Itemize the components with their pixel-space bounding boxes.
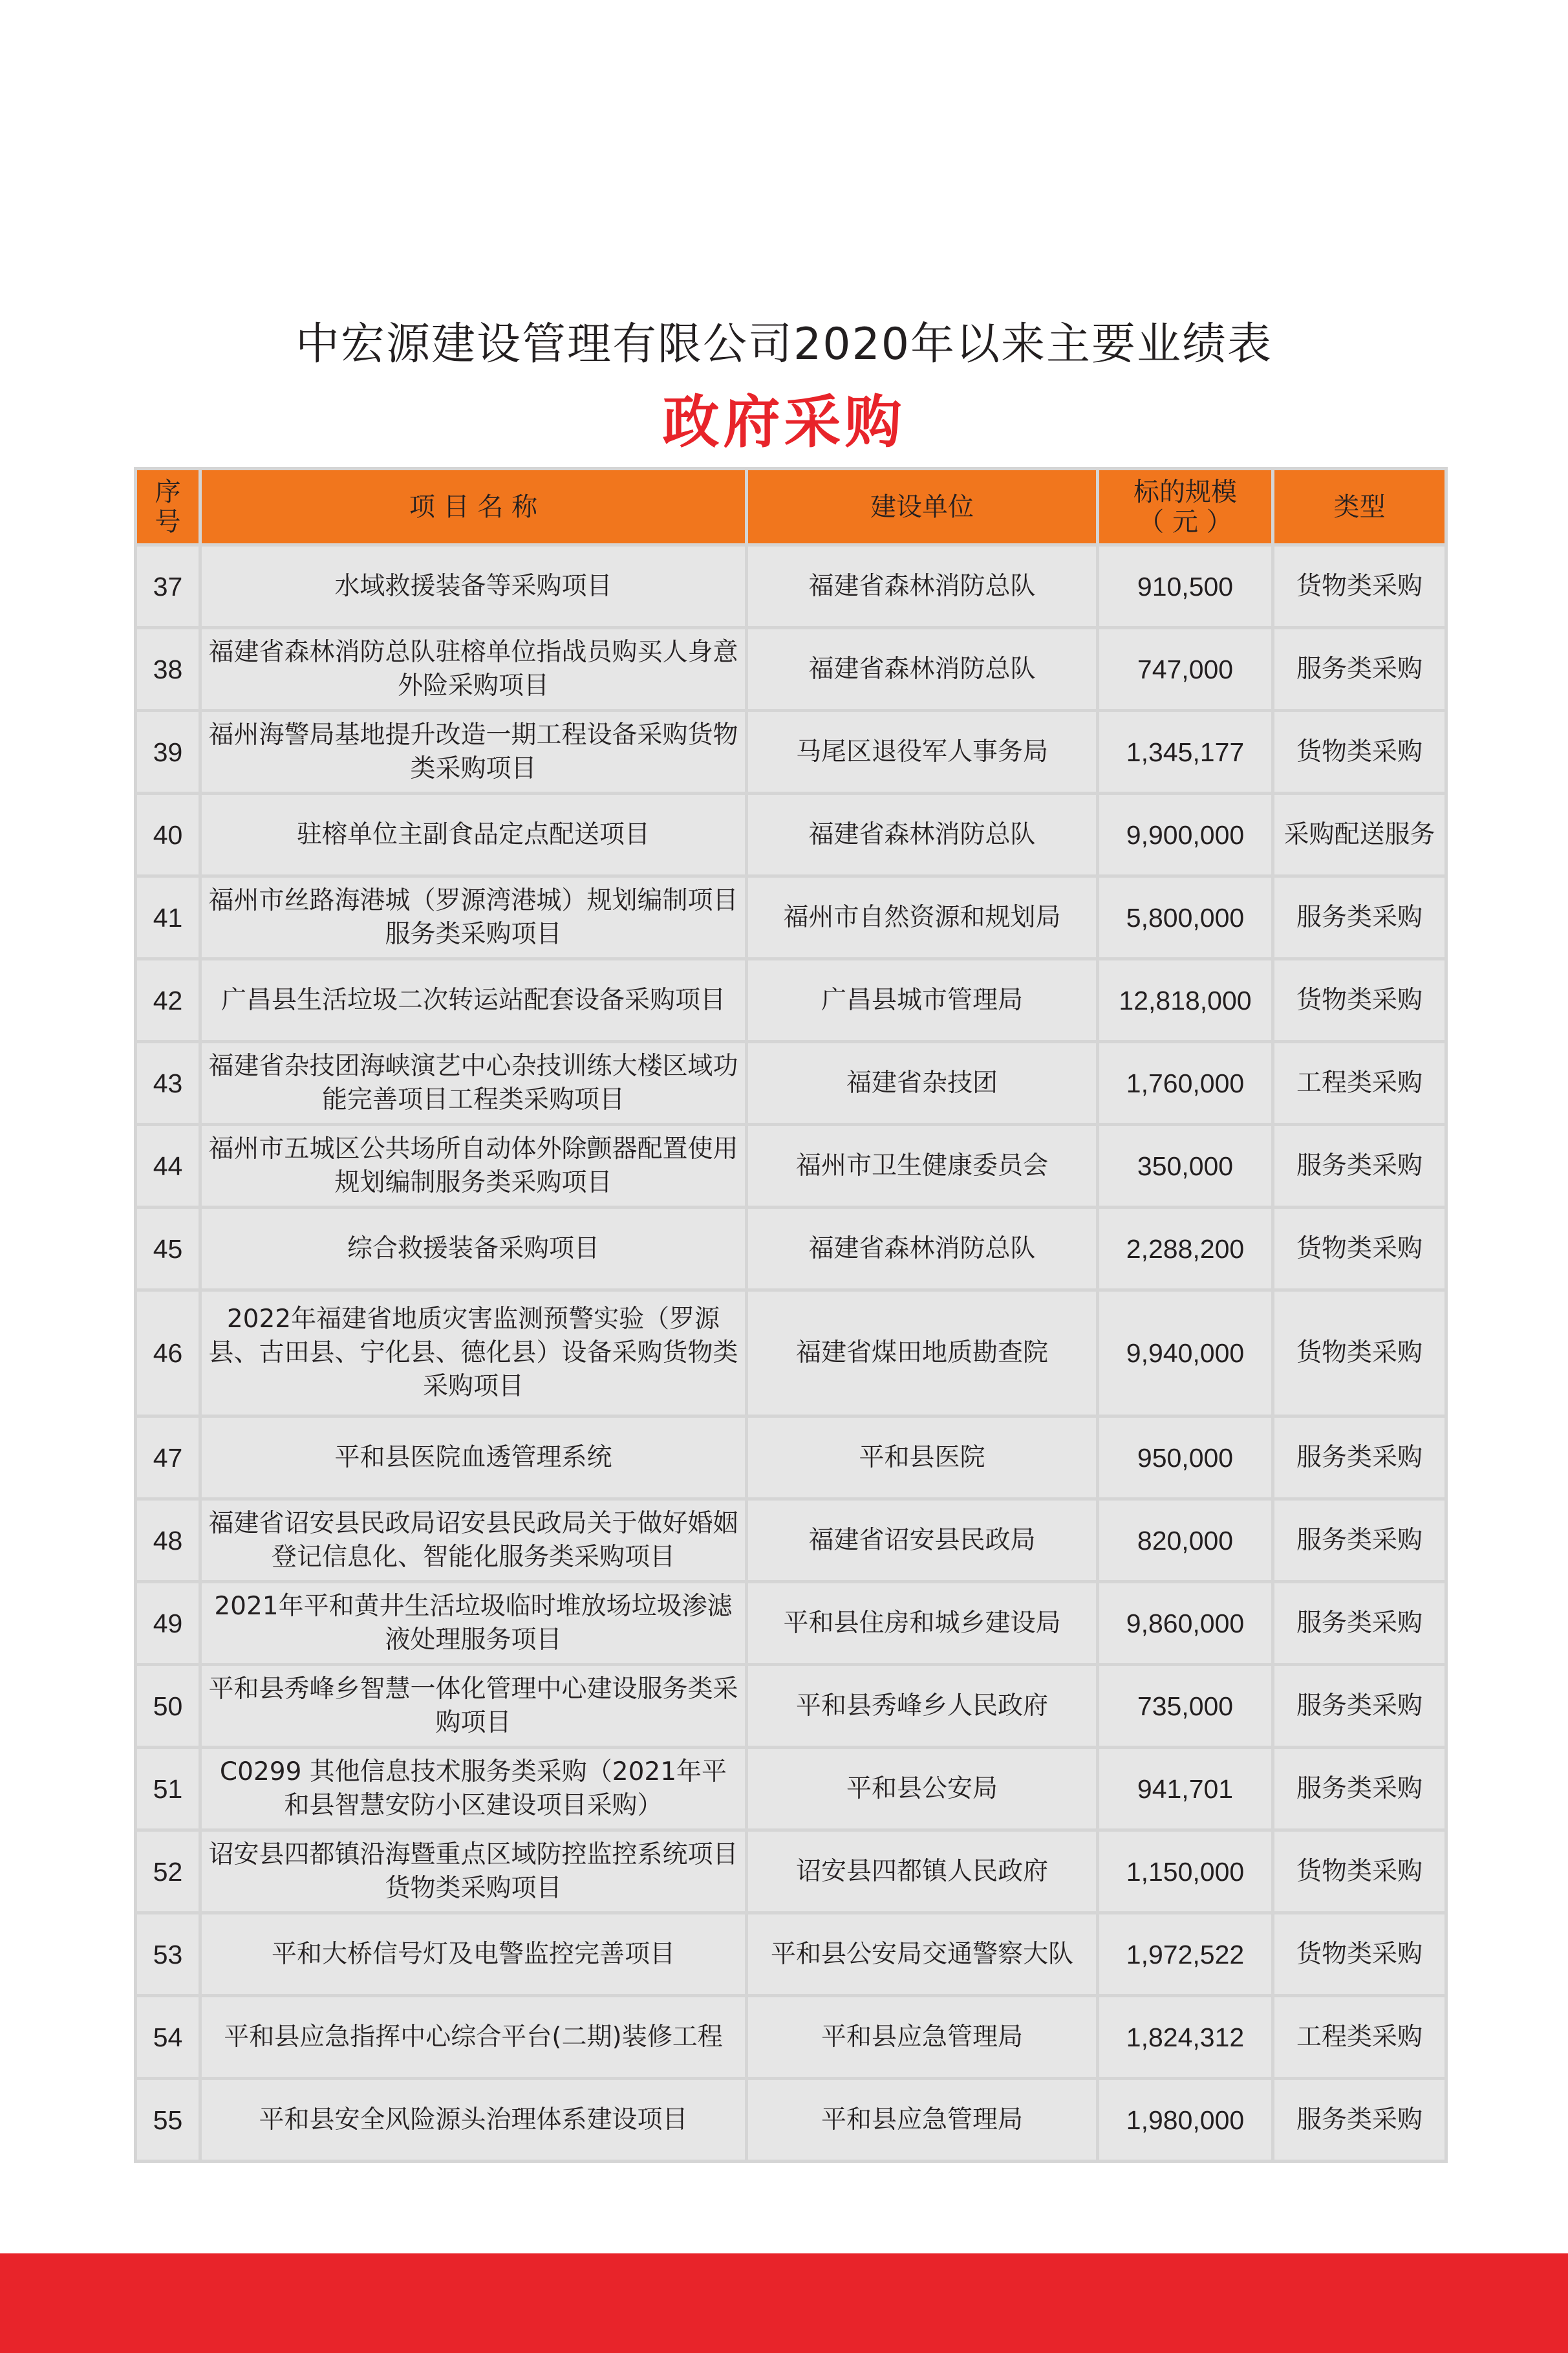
cell-no: 39: [137, 712, 199, 792]
cell-no: 55: [137, 2080, 199, 2160]
cell-unit: 福建省森林消防总队: [748, 1209, 1096, 1288]
column-header-unit: 建设单位: [748, 470, 1096, 543]
cell-amount: 5,800,000: [1099, 878, 1271, 957]
cell-amount: 12,818,000: [1099, 960, 1271, 1040]
cell-type: 服务类采购: [1274, 1749, 1444, 1828]
table-row: [137, 1583, 1444, 1663]
cell-amount: 1,972,522: [1099, 1914, 1271, 1994]
column-header-type: 类型: [1274, 470, 1444, 543]
column-header-seq-line1: 序: [155, 477, 181, 507]
table-row: [137, 1666, 1444, 1746]
cell-unit: 马尾区退役军人事务局: [748, 712, 1096, 792]
cell-type: 采购配送服务: [1274, 795, 1444, 874]
cell-no: 49: [137, 1583, 199, 1663]
cell-no: 45: [137, 1209, 199, 1288]
cell-unit: 平和县公安局交通警察大队: [748, 1914, 1096, 1994]
column-header-scale: [1099, 470, 1271, 543]
cell-name: 平和县应急指挥中心综合平台(二期)装修工程: [202, 1997, 745, 2077]
cell-amount: 941,701: [1099, 1749, 1271, 1828]
cell-type: 服务类采购: [1274, 2080, 1444, 2160]
cell-no: 41: [137, 878, 199, 957]
cell-name: 广昌县生活垃圾二次转运站配套设备采购项目: [202, 960, 745, 1040]
cell-amount: 950,000: [1099, 1418, 1271, 1497]
table-header-row: [137, 470, 1444, 543]
cell-amount: 9,860,000: [1099, 1583, 1271, 1663]
cell-no: 46: [137, 1292, 199, 1415]
table-row: [137, 795, 1444, 874]
cell-no: 51: [137, 1749, 199, 1828]
cell-unit: 平和县住房和城乡建设局: [748, 1583, 1096, 1663]
table-row: [137, 1832, 1444, 1911]
cell-unit: 诏安县四都镇人民政府: [748, 1832, 1096, 1911]
cell-type: 服务类采购: [1274, 1418, 1444, 1497]
cell-type: 货物类采购: [1274, 547, 1444, 626]
cell-unit: 福建省森林消防总队: [748, 629, 1096, 709]
cell-type: 货物类采购: [1274, 1292, 1444, 1415]
cell-no: 48: [137, 1501, 199, 1580]
cell-name: 福州市丝路海港城（罗源湾港城）规划编制项目服务类采购项目: [202, 878, 745, 957]
cell-unit: 福州市自然资源和规划局: [748, 878, 1096, 957]
cell-no: 47: [137, 1418, 199, 1497]
column-header-name: 项 目 名 称: [202, 470, 745, 543]
cell-type: 服务类采购: [1274, 629, 1444, 709]
cell-amount: 1,345,177: [1099, 712, 1271, 792]
table-row: [137, 629, 1444, 709]
cell-name: 2022年福建省地质灾害监测预警实验（罗源县、古田县、宁化县、德化县）设备采购货物类采购项目: [202, 1292, 745, 1415]
cell-amount: 1,824,312: [1099, 1997, 1271, 2077]
cell-name: 驻榕单位主副食品定点配送项目: [202, 795, 745, 874]
cell-type: 服务类采购: [1274, 1126, 1444, 1206]
cell-amount: 1,980,000: [1099, 2080, 1271, 2160]
performance-table: [134, 467, 1448, 2163]
column-header-scale-line2: （ 元 ）: [1138, 506, 1232, 537]
cell-no: 38: [137, 629, 199, 709]
bottom-decor-bar: [0, 2253, 1568, 2353]
cell-amount: 910,500: [1099, 547, 1271, 626]
cell-amount: 1,760,000: [1099, 1043, 1271, 1123]
cell-type: 工程类采购: [1274, 1043, 1444, 1123]
cell-unit: 福建省森林消防总队: [748, 795, 1096, 874]
cell-unit: 福建省杂技团: [748, 1043, 1096, 1123]
page-title: 中宏源建设管理有限公司2020年以来主要业绩表: [295, 319, 1273, 370]
cell-no: 43: [137, 1043, 199, 1123]
cell-name: 福州海警局基地提升改造一期工程设备采购货物类采购项目: [202, 712, 745, 792]
cell-amount: 2,288,200: [1099, 1209, 1271, 1288]
cell-name: 水域救援装备等采购项目: [202, 547, 745, 626]
cell-name: 福建省杂技团海峡演艺中心杂技训练大楼区域功能完善项目工程类采购项目: [202, 1043, 745, 1123]
cell-unit: 福建省煤田地质勘查院: [748, 1292, 1096, 1415]
table-row: [137, 1997, 1444, 2077]
cell-type: 货物类采购: [1274, 960, 1444, 1040]
cell-type: 货物类采购: [1274, 1914, 1444, 1994]
cell-name: 平和大桥信号灯及电警监控完善项目: [202, 1914, 745, 1994]
cell-unit: 平和县应急管理局: [748, 1997, 1096, 2077]
cell-type: 服务类采购: [1274, 1583, 1444, 1663]
cell-type: 货物类采购: [1274, 1209, 1444, 1288]
cell-type: 服务类采购: [1274, 878, 1444, 957]
column-header-seq-line2: 号: [155, 506, 181, 537]
column-header-seq: [137, 470, 199, 543]
cell-amount: 747,000: [1099, 629, 1271, 709]
table-row: [137, 1418, 1444, 1497]
table-row: [137, 712, 1444, 792]
table-row: [137, 1043, 1444, 1123]
table-row: [137, 1914, 1444, 1994]
cell-name: 平和县安全风险源头治理体系建设项目: [202, 2080, 745, 2160]
table-row: [137, 547, 1444, 626]
cell-name: 诏安县四都镇沿海暨重点区域防控监控系统项目货物类采购项目: [202, 1832, 745, 1911]
cell-amount: 9,940,000: [1099, 1292, 1271, 1415]
cell-unit: 平和县医院: [748, 1418, 1096, 1497]
cell-amount: 1,150,000: [1099, 1832, 1271, 1911]
cell-no: 37: [137, 547, 199, 626]
cell-no: 50: [137, 1666, 199, 1746]
cell-unit: 福建省诏安县民政局: [748, 1501, 1096, 1580]
cell-amount: 350,000: [1099, 1126, 1271, 1206]
table-row: [137, 2080, 1444, 2160]
cell-no: 52: [137, 1832, 199, 1911]
cell-no: 53: [137, 1914, 199, 1994]
cell-type: 服务类采购: [1274, 1501, 1444, 1580]
cell-name: 平和县医院血透管理系统: [202, 1418, 745, 1497]
cell-type: 服务类采购: [1274, 1666, 1444, 1746]
table-row: [137, 1126, 1444, 1206]
cell-name: 综合救援装备采购项目: [202, 1209, 745, 1288]
table-row: [137, 878, 1444, 957]
cell-unit: 平和县秀峰乡人民政府: [748, 1666, 1096, 1746]
cell-unit: 平和县公安局: [748, 1749, 1096, 1828]
table-row: [137, 960, 1444, 1040]
cell-no: 54: [137, 1997, 199, 2077]
cell-name: C0299 其他信息技术服务类采购（2021年平和县智慧安防小区建设项目采购）: [202, 1749, 745, 1828]
cell-unit: 福建省森林消防总队: [748, 547, 1096, 626]
table-row: [137, 1501, 1444, 1580]
cell-amount: 735,000: [1099, 1666, 1271, 1746]
cell-unit: 广昌县城市管理局: [748, 960, 1096, 1040]
cell-name: 福州市五城区公共场所自动体外除颤器配置使用规划编制服务类采购项目: [202, 1126, 745, 1206]
cell-no: 44: [137, 1126, 199, 1206]
cell-amount: 9,900,000: [1099, 795, 1271, 874]
table-row: [137, 1209, 1444, 1288]
cell-amount: 820,000: [1099, 1501, 1271, 1580]
cell-type: 货物类采购: [1274, 1832, 1444, 1911]
cell-type: 货物类采购: [1274, 712, 1444, 792]
column-header-scale-line1: 标的规模: [1133, 477, 1237, 507]
cell-no: 42: [137, 960, 199, 1040]
cell-no: 40: [137, 795, 199, 874]
cell-unit: 福州市卫生健康委员会: [748, 1126, 1096, 1206]
cell-unit: 平和县应急管理局: [748, 2080, 1096, 2160]
table-row: [137, 1749, 1444, 1828]
cell-name: 平和县秀峰乡智慧一体化管理中心建设服务类采购项目: [202, 1666, 745, 1746]
cell-name: 福建省诏安县民政局诏安县民政局关于做好婚姻登记信息化、智能化服务类采购项目: [202, 1501, 745, 1580]
page-subtitle: 政府采购: [662, 389, 906, 455]
cell-type: 工程类采购: [1274, 1997, 1444, 2077]
cell-name: 2021年平和黄井生活垃圾临时堆放场垃圾渗滤液处理服务项目: [202, 1583, 745, 1663]
cell-name: 福建省森林消防总队驻榕单位指战员购买人身意外险采购项目: [202, 629, 745, 709]
table-row: [137, 1292, 1444, 1415]
